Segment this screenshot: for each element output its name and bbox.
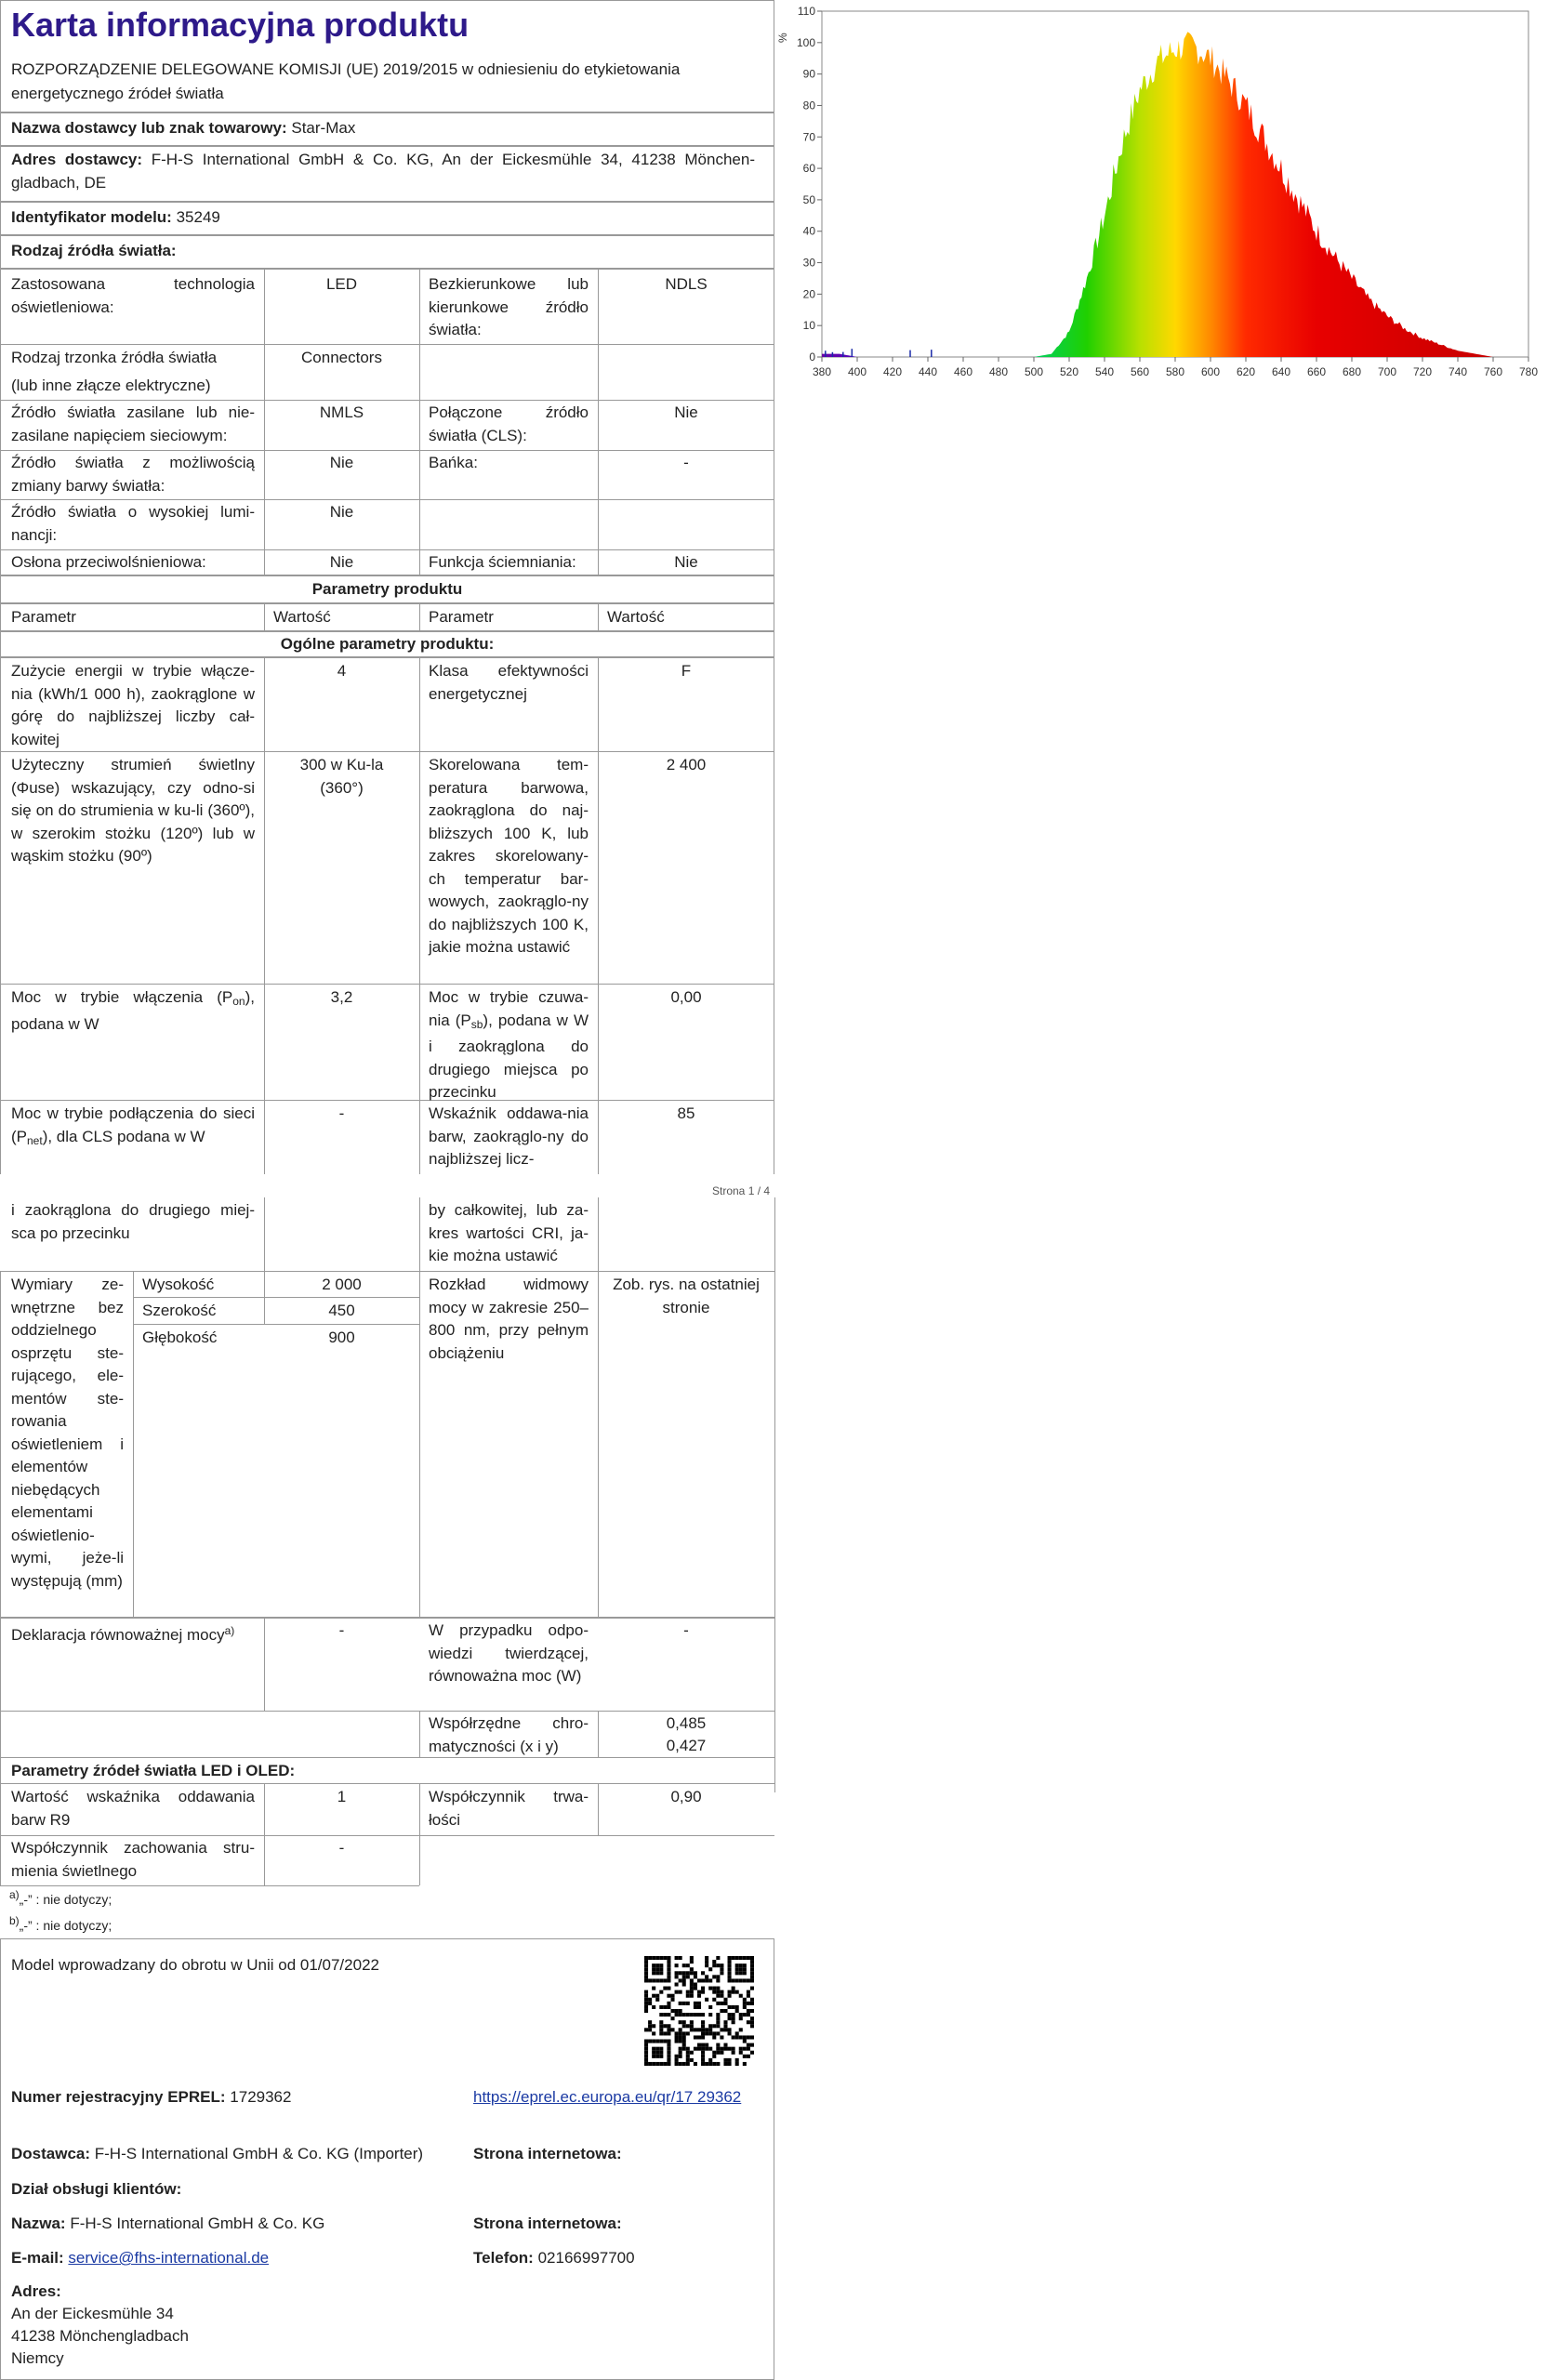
x-tick-label: 780 (1518, 365, 1539, 378)
tech-value: LED (325, 275, 358, 293)
y-axis-label: % (776, 33, 789, 43)
x-tick-label: 720 (1412, 365, 1433, 378)
note-b-text: „-” : nie dotyczy; (19, 1918, 112, 1933)
col-param-2: Parametr (429, 608, 494, 626)
cri-value: 85 (677, 1104, 695, 1122)
flux-value: 300 w Ku-la (360°) (299, 756, 384, 797)
cct-value: 2 400 (666, 756, 707, 774)
maint-value: - (338, 1839, 345, 1857)
note-a-sup: a) (9, 1888, 20, 1901)
service-label: Dział obsługi klientów: (11, 2180, 182, 2198)
phone-line (473, 2247, 635, 2270)
col-value-1: Wartość (273, 608, 331, 626)
flux-label: Użyteczny strumień świetlny (Φuse) wskazujący, czy odno-si się on do strumienia w ku-li (360º), w szerokim stożku (120º) lub w wąskim stożku (90º) (11, 756, 255, 865)
cap-type-label-2: (lub inne złącze elektryczne) (11, 377, 211, 394)
spectrum-chart (776, 0, 1541, 390)
r9-value: 1 (337, 1788, 347, 1805)
energy-label: Zużycie energii w trybie włącze-nia (kWh/1 000 h), zaokrąglone w górę do najbliższej liczby cał-kowitej (11, 662, 255, 748)
x-tick-label: 500 (1024, 365, 1044, 378)
width-label: Szerokość (142, 1302, 217, 1319)
page-title: Karta informacyjna produktu (11, 6, 470, 44)
psb-label-a: Moc w trybie czuwa-nia (P (429, 988, 589, 1029)
durability-label: Współczynnik trwa-łości (429, 1788, 589, 1829)
led-title: Parametry źródeł światła LED i OLED: (11, 1762, 296, 1779)
equiv-label (11, 1620, 264, 1647)
pon-label-a: Moc w trybie włączenia (P (11, 988, 233, 1006)
x-tick-label: 740 (1448, 365, 1468, 378)
height-value: 2 000 (322, 1276, 362, 1293)
pnet-label-cont: i zaokrąglona do drugiego miej-sca po przecinku (11, 1201, 255, 1242)
eprel-link[interactable]: https://eprel.ec.europa.eu/qr/17 29362 (473, 2088, 742, 2106)
model-line (11, 206, 220, 230)
footer-supplier-label: Dostawca: (11, 2145, 91, 2162)
psb-value: 0,00 (670, 988, 702, 1006)
y-tick-label: 20 (802, 287, 815, 301)
supplier-name-value: Star-Max (291, 119, 356, 137)
color-tunable-value: Nie (329, 454, 354, 471)
website2-label: Strona internetowa: (473, 2215, 622, 2232)
pon-value: 3,2 (330, 988, 353, 1006)
y-tick-label: 80 (802, 99, 815, 112)
directional-value: NDLS (665, 275, 708, 293)
x-tick-label: 680 (1342, 365, 1362, 378)
equiv-label-text: Deklaracja równoważnej mocy (11, 1626, 225, 1644)
light-source-section-label: Rodzaj źródła światła: (11, 242, 177, 259)
pon-sub: on (232, 995, 245, 1008)
note-b-sup: b) (9, 1914, 20, 1927)
email-link[interactable]: service@fhs-international.de (68, 2249, 270, 2267)
footer-supplier-value: F-H-S International GmbH & Co. KG (Importer) (94, 2145, 424, 2162)
x-tick-label: 700 (1377, 365, 1397, 378)
x-tick-label: 540 (1094, 365, 1115, 378)
anti-glare-value: Nie (329, 553, 354, 571)
service-name-label: Nazwa: (11, 2215, 66, 2232)
page-number: Strona 1 / 4 (712, 1184, 771, 1197)
cct-label: Skorelowana tem-peratura barwowa, zaokrąglona do naj-bliższych 100 K, lub zakres skorelowany-ch temperatur bar-wowych, zaokrąglo-ny do najbliższych 100 K, jakie można ustawić (429, 756, 589, 956)
depth-label: Głębokość (142, 1329, 218, 1346)
envelope-value: - (683, 454, 689, 471)
anti-glare-label: Osłona przeciwolśnieniowa: (11, 553, 206, 571)
x-tick-label: 520 (1059, 365, 1079, 378)
y-tick-label: 30 (802, 256, 815, 270)
market-date: Model wprowadzany do obrotu w Unii od 01/07/2022 (11, 1956, 379, 1974)
r9-label: Wartość wskaźnika oddawania barw R9 (11, 1788, 255, 1829)
pnet-value: - (338, 1104, 345, 1122)
chroma-x: 0,485 (666, 1714, 707, 1732)
energy-value: 4 (337, 662, 347, 680)
supplier-address-line (11, 149, 755, 194)
email-label: E-mail: (11, 2249, 64, 2267)
x-tick-label: 400 (847, 365, 867, 378)
cri-label: Wskaźnik oddawa-nia barw, zaokrąglo-ny do najbliższej licz- (429, 1104, 589, 1168)
y-tick-label: 90 (802, 67, 815, 81)
equiv-sup: a) (224, 1624, 235, 1637)
pnet-sub: net (27, 1133, 43, 1147)
x-tick-label: 460 (953, 365, 973, 378)
x-tick-label: 560 (1130, 365, 1150, 378)
email-line (11, 2247, 269, 2270)
dimmable-label: Funkcja ściemniania: (429, 553, 576, 571)
y-tick-label: 110 (797, 5, 815, 18)
model-label: Identyfikator modelu: (11, 208, 172, 226)
eprel-label: Numer rejestracyjny EPREL: (11, 2088, 226, 2106)
address-label: Adres: (11, 2282, 61, 2300)
equiv-w-label: W przypadku odpo-wiedzi twierdzącej, równoważna moc (W) (429, 1621, 589, 1685)
phone-value: 02166997700 (537, 2249, 635, 2267)
service-name-line (11, 2213, 324, 2236)
chroma-label: Współrzędne chro-matyczności (x i y) (429, 1714, 589, 1755)
x-tick-label: 760 (1483, 365, 1503, 378)
note-a-text: „-” : nie dotyczy; (19, 1892, 112, 1907)
durability-value: 0,90 (670, 1788, 702, 1805)
qr-code-icon[interactable] (644, 1956, 754, 2066)
supplier-name-label: Nazwa dostawcy lub znak towarowy: (11, 119, 287, 137)
phone-label: Telefon: (473, 2249, 534, 2267)
depth-value: 900 (328, 1329, 355, 1346)
width-value: 450 (328, 1302, 355, 1319)
color-tunable-label: Źródło światła z możliwością zmiany barwy światła: (11, 454, 255, 495)
x-tick-label: 380 (812, 365, 832, 378)
x-tick-label: 420 (882, 365, 903, 378)
x-tick-label: 440 (918, 365, 938, 378)
x-tick-label: 480 (988, 365, 1009, 378)
directional-label: Bezkierunkowe lub kierunkowe źródło światła: (429, 275, 589, 338)
high-luminance-label: Źródło światła o wysokiej lumi-nancji: (11, 503, 255, 544)
eprel-value: 1729362 (230, 2088, 292, 2106)
cap-type-value: Connectors (301, 349, 382, 366)
y-tick-label: 0 (809, 350, 815, 364)
pon-label-b: ), podana w W (11, 988, 255, 1033)
equiv-value: - (338, 1621, 345, 1639)
high-luminance-value: Nie (329, 503, 354, 521)
cls-value: Nie (674, 403, 698, 421)
height-label: Wysokość (142, 1276, 215, 1293)
psb-sub: sb (470, 1017, 483, 1031)
pnet-label-b: ), dla CLS podana w W (42, 1127, 205, 1145)
address-line-1: An der Eickesmühle 34 (11, 2305, 174, 2322)
address-line-3: Niemcy (11, 2349, 64, 2367)
pon-label (11, 986, 255, 1036)
general-title: Ogólne parametry produktu: (280, 635, 495, 653)
supplier-line (11, 2143, 423, 2166)
chroma-y: 0,427 (666, 1737, 707, 1754)
supplier-address-label: Adres dostawcy: (11, 151, 143, 168)
page-subtitle: ROZPORZĄDZENIE DELEGOWANE KOMISJI (UE) 2019/2015 w odniesieniu do etykietowania energetycznego źródeł światła (11, 60, 681, 102)
website-label: Strona internetowa: (473, 2145, 622, 2162)
equiv-w-value: - (683, 1621, 689, 1639)
x-tick-label: 660 (1306, 365, 1327, 378)
y-tick-label: 60 (802, 162, 815, 176)
supplier-address-value: F-H-S International GmbH & Co. KG, An der Eickesmühle 34, 41238 Mönchen-gladbach, DE (11, 151, 755, 192)
params-title: Parametry produktu (311, 580, 463, 598)
eprel-line (11, 2086, 291, 2109)
cap-type-label: Rodzaj trzonka źródła światła (11, 349, 218, 366)
class-label: Klasa efektywności energetycznej (429, 662, 589, 703)
pnet-label (11, 1103, 255, 1152)
x-tick-label: 600 (1200, 365, 1221, 378)
mains-label: Źródło światła zasilane lub nie-zasilane napięciem sieciowym: (11, 403, 255, 444)
dims-label: Wymiary ze-wnętrzne bez oddzielnego osprzętu ste-rującego, ele-mentów ste-rowania oświetleniem i elementów niebędących elementami oświetlenio-wymi, jeże-li występują (mm) (11, 1276, 124, 1590)
x-tick-label: 640 (1271, 365, 1291, 378)
address-line-2: 41238 Mönchengladbach (11, 2327, 189, 2345)
model-value: 35249 (176, 208, 220, 226)
x-tick-label: 620 (1236, 365, 1256, 378)
note-b (9, 1914, 112, 1933)
y-tick-label: 40 (802, 224, 815, 238)
tech-label: Zastosowana technologia oświetleniowa: (11, 275, 255, 316)
spectrum-label: Rozkład widmowy mocy w zakresie 250–800 nm, przy pełnym obciążeniu (429, 1276, 589, 1362)
service-name-value: F-H-S International GmbH & Co. KG (70, 2215, 325, 2232)
col-value-2: Wartość (607, 608, 665, 626)
y-tick-label: 50 (802, 192, 815, 206)
cls-label: Połączone źródło światła (CLS): (429, 403, 589, 444)
col-param-1: Parametr (11, 608, 76, 626)
maint-label: Współczynnik zachowania stru-mienia świetlnego (11, 1839, 255, 1880)
envelope-label: Bańka: (429, 454, 478, 471)
psb-label (429, 986, 589, 1104)
spectrum-value: Zob. rys. na ostatniej stronie (613, 1276, 760, 1316)
y-tick-label: 10 (802, 319, 815, 333)
pnet-label-a: Moc w trybie podłączenia do sieci (P (11, 1104, 255, 1145)
y-tick-label: 100 (796, 35, 815, 49)
mains-value: NMLS (319, 403, 364, 421)
cri-label-cont: by całkowitej, lub za-kres wartości CRI, ja-kie można ustawić (429, 1201, 589, 1264)
note-a (9, 1888, 112, 1907)
psb-label-b: ), podana w W i zaokrąglona do drugiego miejsca po przecinku (429, 1011, 589, 1101)
x-tick-label: 580 (1165, 365, 1185, 378)
supplier-name-line (11, 117, 355, 140)
class-value: F (681, 662, 692, 680)
y-tick-label: 70 (802, 130, 815, 144)
dimmable-value: Nie (674, 553, 698, 571)
